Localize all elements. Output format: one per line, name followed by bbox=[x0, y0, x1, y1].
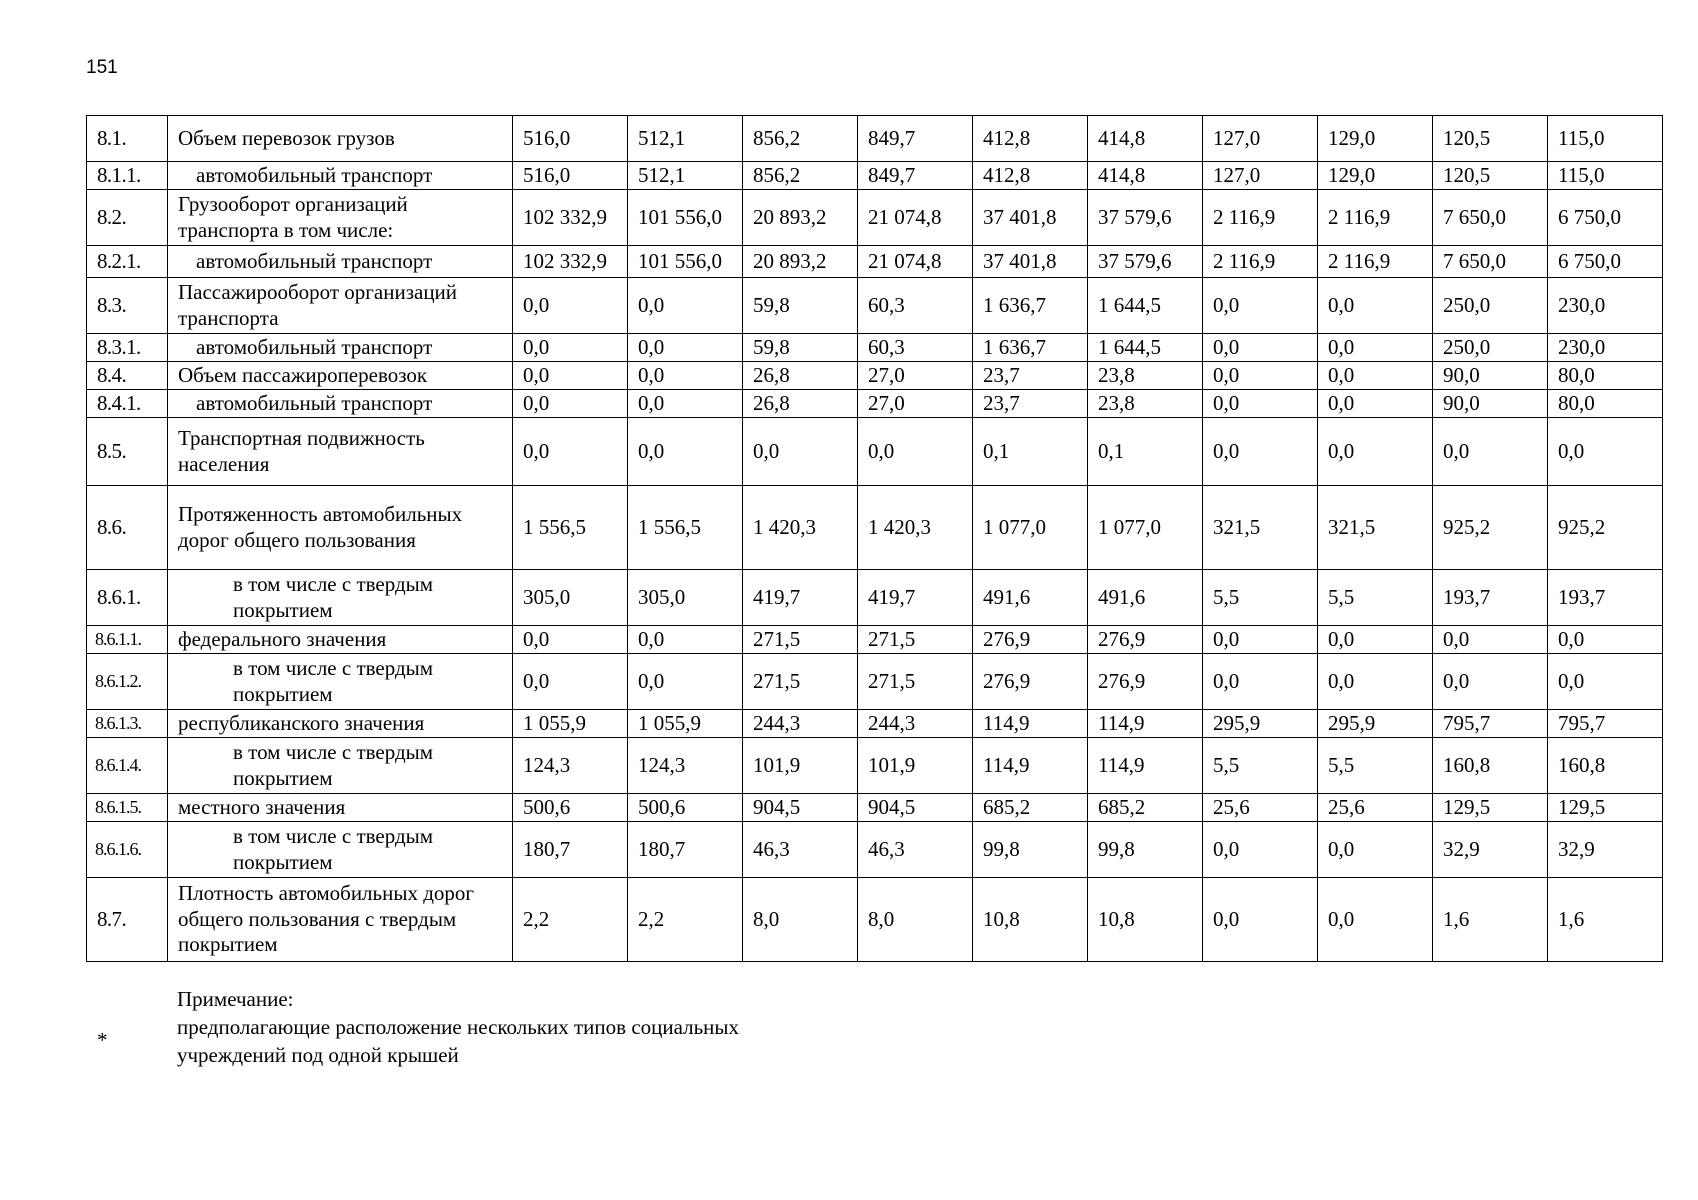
row-value: 305,0 bbox=[513, 570, 628, 626]
row-value: 114,9 bbox=[1088, 710, 1203, 738]
table-row bbox=[87, 278, 1663, 334]
row-value: 1,6 bbox=[1548, 878, 1663, 962]
row-value: 46,3 bbox=[743, 822, 858, 878]
row-value: 90,0 bbox=[1433, 362, 1548, 390]
row-value: 180,7 bbox=[628, 822, 743, 878]
row-label: Объем перевозок грузов bbox=[168, 116, 513, 162]
row-value: 1 420,3 bbox=[743, 486, 858, 570]
row-value: 0,0 bbox=[1318, 390, 1433, 418]
row-value: 0,0 bbox=[1433, 418, 1548, 486]
row-value: 180,7 bbox=[513, 822, 628, 878]
row-label: республиканского значения bbox=[168, 710, 513, 738]
row-number: 8.6.1.6. bbox=[87, 822, 168, 878]
row-number: 8.6. bbox=[87, 486, 168, 570]
row-value: 0,0 bbox=[628, 654, 743, 710]
note-title: Примечание: bbox=[177, 987, 294, 1011]
row-value: 0,0 bbox=[1433, 626, 1548, 654]
table-row bbox=[87, 334, 1663, 362]
row-label: в том числе с твердым покрытием bbox=[168, 654, 513, 710]
row-value: 59,8 bbox=[743, 334, 858, 362]
row-value: 102 332,9 bbox=[513, 246, 628, 278]
row-value: 6 750,0 bbox=[1548, 190, 1663, 246]
row-value: 414,8 bbox=[1088, 162, 1203, 190]
note bbox=[177, 985, 739, 1069]
table-row bbox=[87, 626, 1663, 654]
row-value: 271,5 bbox=[858, 626, 973, 654]
row-value: 102 332,9 bbox=[513, 190, 628, 246]
row-value: 1 644,5 bbox=[1088, 334, 1203, 362]
row-value: 0,0 bbox=[1318, 878, 1433, 962]
row-value: 271,5 bbox=[858, 654, 973, 710]
row-value: 1,6 bbox=[1433, 878, 1548, 962]
row-value: 0,0 bbox=[513, 654, 628, 710]
row-value: 1 077,0 bbox=[1088, 486, 1203, 570]
row-value: 0,0 bbox=[1203, 878, 1318, 962]
row-number: 8.6.1.1. bbox=[87, 626, 168, 654]
row-value: 27,0 bbox=[858, 362, 973, 390]
row-label: автомобильный транспорт bbox=[168, 246, 513, 278]
row-value: 37 401,8 bbox=[973, 190, 1088, 246]
row-value: 2,2 bbox=[628, 878, 743, 962]
row-value: 0,0 bbox=[1203, 418, 1318, 486]
row-value: 795,7 bbox=[1433, 710, 1548, 738]
table-row bbox=[87, 738, 1663, 794]
row-value: 230,0 bbox=[1548, 278, 1663, 334]
row-value: 115,0 bbox=[1548, 116, 1663, 162]
row-value: 193,7 bbox=[1433, 570, 1548, 626]
row-value: 193,7 bbox=[1548, 570, 1663, 626]
row-value: 0,0 bbox=[1203, 278, 1318, 334]
row-value: 0,1 bbox=[1088, 418, 1203, 486]
row-value: 21 074,8 bbox=[858, 246, 973, 278]
row-value: 0,0 bbox=[1318, 278, 1433, 334]
row-value: 37 579,6 bbox=[1088, 190, 1203, 246]
row-value: 0,0 bbox=[1203, 654, 1318, 710]
row-value: 99,8 bbox=[1088, 822, 1203, 878]
page-number: 151 bbox=[86, 57, 118, 78]
row-value: 160,8 bbox=[1548, 738, 1663, 794]
row-value: 0,0 bbox=[513, 418, 628, 486]
row-label: Пассажирооборот организаций транспорта bbox=[168, 278, 513, 334]
row-value: 129,0 bbox=[1318, 116, 1433, 162]
row-value: 321,5 bbox=[1318, 486, 1433, 570]
row-label: в том числе с твердым покрытием bbox=[168, 738, 513, 794]
row-value: 90,0 bbox=[1433, 390, 1548, 418]
row-number: 8.2.1. bbox=[87, 246, 168, 278]
row-value: 127,0 bbox=[1203, 116, 1318, 162]
row-value: 23,7 bbox=[973, 362, 1088, 390]
row-value: 115,0 bbox=[1548, 162, 1663, 190]
row-number: 8.5. bbox=[87, 418, 168, 486]
row-value: 0,0 bbox=[513, 334, 628, 362]
row-value: 129,5 bbox=[1433, 794, 1548, 822]
row-value: 271,5 bbox=[743, 626, 858, 654]
row-value: 0,0 bbox=[1203, 362, 1318, 390]
row-value: 500,6 bbox=[513, 794, 628, 822]
row-value: 0,0 bbox=[1318, 334, 1433, 362]
note-marker: * bbox=[97, 1028, 108, 1052]
row-value: 129,5 bbox=[1548, 794, 1663, 822]
row-value: 120,5 bbox=[1433, 116, 1548, 162]
row-value: 37 401,8 bbox=[973, 246, 1088, 278]
row-value: 0,0 bbox=[628, 362, 743, 390]
table-row bbox=[87, 190, 1663, 246]
row-label: федерального значения bbox=[168, 626, 513, 654]
row-value: 8,0 bbox=[858, 878, 973, 962]
row-value: 0,0 bbox=[513, 390, 628, 418]
row-value: 795,7 bbox=[1548, 710, 1663, 738]
row-value: 0,0 bbox=[1203, 390, 1318, 418]
row-value: 1 055,9 bbox=[628, 710, 743, 738]
row-value: 20 893,2 bbox=[743, 190, 858, 246]
row-value: 5,5 bbox=[1203, 570, 1318, 626]
row-number: 8.3. bbox=[87, 278, 168, 334]
row-value: 276,9 bbox=[1088, 654, 1203, 710]
row-value: 849,7 bbox=[858, 162, 973, 190]
row-label: автомобильный транспорт bbox=[168, 390, 513, 418]
row-value: 276,9 bbox=[1088, 626, 1203, 654]
note-text-line1: предполагающие расположение нескольких типов социальных bbox=[177, 1015, 740, 1039]
row-value: 925,2 bbox=[1548, 486, 1663, 570]
row-value: 1 077,0 bbox=[973, 486, 1088, 570]
row-value: 124,3 bbox=[628, 738, 743, 794]
row-value: 516,0 bbox=[513, 116, 628, 162]
row-value: 37 579,6 bbox=[1088, 246, 1203, 278]
table-row bbox=[87, 390, 1663, 418]
row-value: 23,8 bbox=[1088, 362, 1203, 390]
row-label: в том числе с твердым покрытием bbox=[168, 570, 513, 626]
row-number: 8.6.1. bbox=[87, 570, 168, 626]
row-value: 0,0 bbox=[1318, 654, 1433, 710]
row-number: 8.6.1.2. bbox=[87, 654, 168, 710]
row-label: Протяженность автомобильных дорог общего пользования bbox=[168, 486, 513, 570]
row-value: 114,9 bbox=[1088, 738, 1203, 794]
row-value: 23,8 bbox=[1088, 390, 1203, 418]
row-value: 512,1 bbox=[628, 162, 743, 190]
row-value: 0,0 bbox=[1318, 418, 1433, 486]
row-value: 419,7 bbox=[858, 570, 973, 626]
row-value: 512,1 bbox=[628, 116, 743, 162]
row-value: 250,0 bbox=[1433, 278, 1548, 334]
row-value: 0,0 bbox=[1203, 822, 1318, 878]
row-value: 0,0 bbox=[1433, 654, 1548, 710]
row-value: 244,3 bbox=[743, 710, 858, 738]
row-label: Грузооборот организаций транспорта в том числе: bbox=[168, 190, 513, 246]
row-number: 8.3.1. bbox=[87, 334, 168, 362]
row-value: 27,0 bbox=[858, 390, 973, 418]
row-value: 925,2 bbox=[1433, 486, 1548, 570]
row-value: 0,0 bbox=[628, 418, 743, 486]
row-value: 295,9 bbox=[1318, 710, 1433, 738]
table-row bbox=[87, 570, 1663, 626]
row-value: 46,3 bbox=[858, 822, 973, 878]
row-value: 127,0 bbox=[1203, 162, 1318, 190]
row-value: 305,0 bbox=[628, 570, 743, 626]
table-row bbox=[87, 822, 1663, 878]
row-value: 0,0 bbox=[628, 626, 743, 654]
row-value: 32,9 bbox=[1433, 822, 1548, 878]
row-value: 1 644,5 bbox=[1088, 278, 1203, 334]
row-value: 2 116,9 bbox=[1203, 246, 1318, 278]
row-value: 59,8 bbox=[743, 278, 858, 334]
row-value: 685,2 bbox=[973, 794, 1088, 822]
row-value: 99,8 bbox=[973, 822, 1088, 878]
row-value: 1 556,5 bbox=[513, 486, 628, 570]
row-value: 419,7 bbox=[743, 570, 858, 626]
row-value: 0,0 bbox=[743, 418, 858, 486]
table-row bbox=[87, 418, 1663, 486]
row-value: 60,3 bbox=[858, 334, 973, 362]
row-value: 412,8 bbox=[973, 162, 1088, 190]
row-value: 271,5 bbox=[743, 654, 858, 710]
row-value: 124,3 bbox=[513, 738, 628, 794]
row-value: 0,0 bbox=[628, 390, 743, 418]
row-value: 80,0 bbox=[1548, 362, 1663, 390]
row-value: 500,6 bbox=[628, 794, 743, 822]
table-row bbox=[87, 654, 1663, 710]
row-label: Плотность автомобильных дорог общего пользования с твердым покрытием bbox=[168, 878, 513, 962]
row-number: 8.1. bbox=[87, 116, 168, 162]
row-value: 1 636,7 bbox=[973, 278, 1088, 334]
row-number: 8.4. bbox=[87, 362, 168, 390]
row-value: 0,0 bbox=[1318, 822, 1433, 878]
table-row bbox=[87, 162, 1663, 190]
row-value: 129,0 bbox=[1318, 162, 1433, 190]
table-row bbox=[87, 878, 1663, 962]
row-value: 10,8 bbox=[973, 878, 1088, 962]
row-value: 0,0 bbox=[1318, 362, 1433, 390]
row-value: 0,0 bbox=[628, 334, 743, 362]
row-value: 101 556,0 bbox=[628, 246, 743, 278]
row-value: 101 556,0 bbox=[628, 190, 743, 246]
row-number: 8.7. bbox=[87, 878, 168, 962]
row-value: 32,9 bbox=[1548, 822, 1663, 878]
row-value: 0,0 bbox=[858, 418, 973, 486]
row-value: 414,8 bbox=[1088, 116, 1203, 162]
row-value: 244,3 bbox=[858, 710, 973, 738]
row-value: 0,0 bbox=[1203, 626, 1318, 654]
row-number: 8.6.1.3. bbox=[87, 710, 168, 738]
row-value: 2 116,9 bbox=[1318, 190, 1433, 246]
row-value: 160,8 bbox=[1433, 738, 1548, 794]
table-row bbox=[87, 246, 1663, 278]
row-value: 23,7 bbox=[973, 390, 1088, 418]
row-value: 0,0 bbox=[1548, 626, 1663, 654]
row-value: 0,1 bbox=[973, 418, 1088, 486]
row-value: 321,5 bbox=[1203, 486, 1318, 570]
row-value: 516,0 bbox=[513, 162, 628, 190]
row-value: 276,9 bbox=[973, 654, 1088, 710]
row-value: 26,8 bbox=[743, 362, 858, 390]
row-label: автомобильный транспорт bbox=[168, 162, 513, 190]
row-value: 8,0 bbox=[743, 878, 858, 962]
row-value: 685,2 bbox=[1088, 794, 1203, 822]
row-value: 2,2 bbox=[513, 878, 628, 962]
row-value: 856,2 bbox=[743, 116, 858, 162]
row-value: 295,9 bbox=[1203, 710, 1318, 738]
row-value: 114,9 bbox=[973, 710, 1088, 738]
row-value: 25,6 bbox=[1318, 794, 1433, 822]
row-value: 0,0 bbox=[628, 278, 743, 334]
row-value: 1 055,9 bbox=[513, 710, 628, 738]
row-value: 0,0 bbox=[513, 362, 628, 390]
row-value: 60,3 bbox=[858, 278, 973, 334]
row-value: 2 116,9 bbox=[1318, 246, 1433, 278]
row-value: 6 750,0 bbox=[1548, 246, 1663, 278]
row-value: 0,0 bbox=[1318, 626, 1433, 654]
row-value: 1 420,3 bbox=[858, 486, 973, 570]
row-value: 21 074,8 bbox=[858, 190, 973, 246]
row-value: 0,0 bbox=[513, 278, 628, 334]
row-number: 8.1.1. bbox=[87, 162, 168, 190]
note-text-line2: учреждений под одной крышей bbox=[177, 1043, 459, 1067]
row-value: 1 556,5 bbox=[628, 486, 743, 570]
row-value: 1 636,7 bbox=[973, 334, 1088, 362]
row-label: в том числе с твердым покрытием bbox=[168, 822, 513, 878]
row-value: 5,5 bbox=[1203, 738, 1318, 794]
row-label: Транспортная подвижность населения bbox=[168, 418, 513, 486]
row-value: 849,7 bbox=[858, 116, 973, 162]
row-label: местного значения bbox=[168, 794, 513, 822]
row-value: 230,0 bbox=[1548, 334, 1663, 362]
row-value: 491,6 bbox=[1088, 570, 1203, 626]
row-value: 114,9 bbox=[973, 738, 1088, 794]
row-label: Объем пассажироперевозок bbox=[168, 362, 513, 390]
row-value: 276,9 bbox=[973, 626, 1088, 654]
table-row bbox=[87, 794, 1663, 822]
row-value: 20 893,2 bbox=[743, 246, 858, 278]
row-value: 25,6 bbox=[1203, 794, 1318, 822]
row-number: 8.2. bbox=[87, 190, 168, 246]
row-number: 8.6.1.4. bbox=[87, 738, 168, 794]
row-number: 8.4.1. bbox=[87, 390, 168, 418]
row-value: 491,6 bbox=[973, 570, 1088, 626]
data-table bbox=[86, 115, 1663, 962]
table-row bbox=[87, 362, 1663, 390]
row-value: 7 650,0 bbox=[1433, 190, 1548, 246]
row-value: 80,0 bbox=[1548, 390, 1663, 418]
row-value: 2 116,9 bbox=[1203, 190, 1318, 246]
row-value: 0,0 bbox=[1548, 418, 1663, 486]
row-value: 26,8 bbox=[743, 390, 858, 418]
row-value: 10,8 bbox=[1088, 878, 1203, 962]
row-number: 8.6.1.5. bbox=[87, 794, 168, 822]
row-value: 101,9 bbox=[858, 738, 973, 794]
table-row bbox=[87, 486, 1663, 570]
row-value: 904,5 bbox=[858, 794, 973, 822]
row-value: 0,0 bbox=[513, 626, 628, 654]
row-value: 856,2 bbox=[743, 162, 858, 190]
row-value: 0,0 bbox=[1548, 654, 1663, 710]
row-value: 5,5 bbox=[1318, 738, 1433, 794]
table-body bbox=[87, 116, 1663, 962]
row-value: 0,0 bbox=[1203, 334, 1318, 362]
row-value: 5,5 bbox=[1318, 570, 1433, 626]
table-row bbox=[87, 116, 1663, 162]
row-value: 101,9 bbox=[743, 738, 858, 794]
row-label: автомобильный транспорт bbox=[168, 334, 513, 362]
row-value: 250,0 bbox=[1433, 334, 1548, 362]
row-value: 904,5 bbox=[743, 794, 858, 822]
row-value: 412,8 bbox=[973, 116, 1088, 162]
table-row bbox=[87, 710, 1663, 738]
row-value: 120,5 bbox=[1433, 162, 1548, 190]
row-value: 7 650,0 bbox=[1433, 246, 1548, 278]
